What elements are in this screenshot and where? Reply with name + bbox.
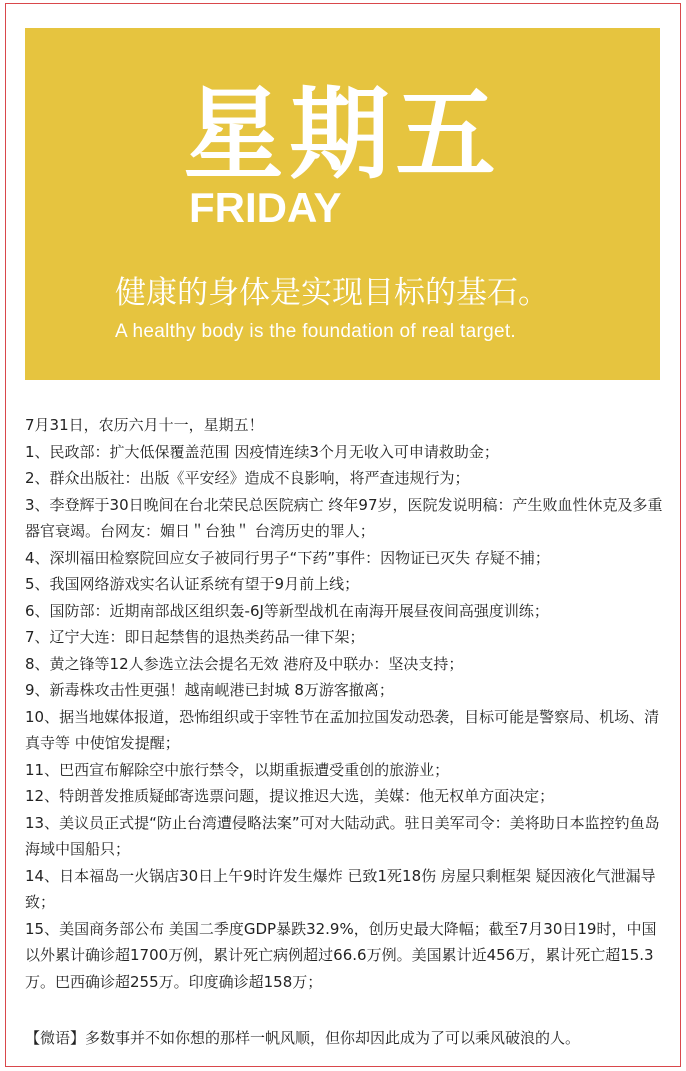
quote-line: 【微语】多数事并不如你想的那样一帆风顺，但你却因此成为了可以乘风破浪的人。 [25, 1029, 581, 1047]
news-item: 6、国防部：近期南部战区组织轰-6J等新型战机在南海开展昼夜间高强度训练； [25, 601, 549, 620]
banner-slogan-cn: 健康的身体是实现目标的基石。 [115, 275, 549, 311]
spacer [25, 995, 663, 1025]
news-item: 7、辽宁大连：即日起禁售的退热类药品一律下架； [25, 628, 365, 646]
news-item: 14、日本福岛一火锅店30日上午9时许发生爆炸 已致1死18伤 房屋只剩框架 疑因液化气泄漏导致； [25, 866, 656, 911]
banner-title-en: FRIDAY [189, 184, 342, 231]
news-item: 3、李登辉于30日晚间在台北荣民总医院病亡 终年97岁，医院发说明稿：产生败血性休克及多重器官衰竭。台网友：媚日＂台独＂ 台湾历史的罪人； [25, 495, 663, 540]
date-line: 7月31日，农历六月十一，星期五！ [25, 416, 264, 434]
news-item: 15、美国商务部公布 美国二季度GDP暴跌32.9%，创历史最大降幅；截至7月30日19时，中国以外累计确诊超1700万例，累计死亡病例超过66.6万例。美国累计近456万，累计死亡超15.3万。巴西确诊超255万。印度确诊超158万； [25, 919, 657, 991]
news-item: 10、据当地媒体报道，恐怖组织或于宰牲节在孟加拉国发动恐袭，目标可能是警察局、机场、清真寺等 中使馆发提醒； [25, 707, 660, 752]
news-item: 12、特朗普发推质疑邮寄选票问题，提议推迟大选，美媒：他无权单方面决定； [25, 787, 555, 805]
news-item: 1、民政部：扩大低保覆盖范围 因疫情连续3个月无收入可申请救助金； [25, 442, 499, 461]
news-item: 5、我国网络游戏实名认证系统有望于9月前上线； [25, 575, 360, 593]
friday-banner [25, 28, 660, 380]
news-content [25, 412, 663, 1052]
news-item: 9、新毒株攻击性更强！越南岘港已封城 8万游客撤离； [25, 681, 394, 699]
news-item: 11、巴西宣布解除空中旅行禁令，以期重振遭受重创的旅游业； [25, 760, 450, 779]
news-item: 13、美议员正式提“防止台湾遭侵略法案”可对大陆动武。驻日美军司令：美将助日本监控钓鱼岛海域中国船只； [25, 813, 660, 858]
news-item: 2、群众出版社：出版《平安经》造成不良影响，将严查违规行为； [25, 469, 470, 487]
banner-slogan-en: A healthy body is the foundation of real target. [115, 321, 516, 342]
news-item: 8、黄之锋等12人参选立法会提名无效 港府及中联办：坚决支持； [25, 654, 464, 673]
banner-title-cn: 星期五 [183, 76, 502, 193]
news-item: 4、深圳福田检察院回应女子被同行男子“下药”事件：因物证已灭失 存疑不捕； [25, 548, 550, 567]
